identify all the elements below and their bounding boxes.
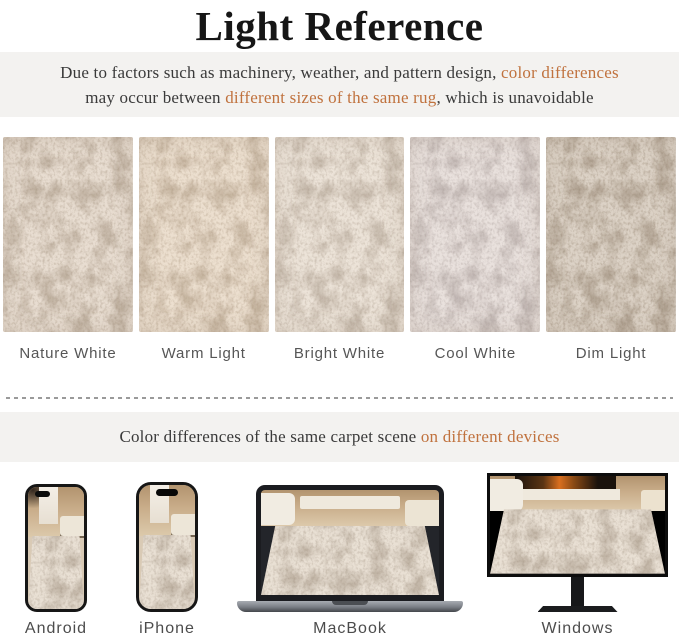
rug-swatch-dim-light	[546, 137, 676, 332]
light-swatch-row	[0, 137, 679, 332]
light-swatch-labels	[0, 345, 679, 363]
intro-line1-highlight: color differences	[501, 62, 619, 82]
device-banner-highlight: on different devices	[420, 427, 560, 446]
android-phone-frame	[25, 484, 87, 612]
ottoman-shape	[171, 514, 195, 534]
room-background	[261, 490, 439, 526]
swatch-vignette	[275, 137, 405, 332]
monitor-screen-scene	[490, 476, 665, 574]
android-phone-mockup	[24, 484, 88, 638]
swatch-label-cool-white: Cool White	[434, 345, 516, 362]
android-screen-scene	[28, 487, 84, 609]
rug-in-scene	[28, 536, 84, 609]
swatch-label-warm-light: Warm Light	[161, 345, 246, 362]
device-banner-text: Color differences of the same carpet scene	[119, 427, 421, 446]
ottoman-shape	[641, 490, 666, 510]
intro-line2-text: may occur between	[85, 87, 226, 107]
rug-in-scene	[261, 526, 439, 595]
windows-monitor-mockup	[487, 473, 668, 638]
swatch-label-dim-light: Dim Light	[575, 345, 647, 362]
macbook-screen	[256, 485, 444, 601]
iphone-mockup	[135, 482, 199, 638]
monitor-stand-pole	[571, 577, 584, 606]
rug-texture	[28, 536, 84, 609]
page-title: Light Reference	[195, 3, 484, 49]
iphone-frame	[136, 482, 198, 612]
bench-shape	[300, 496, 400, 509]
swatch-vignette	[410, 137, 540, 332]
rug-in-scene	[139, 535, 195, 609]
fireplace-shape	[515, 476, 617, 489]
intro-banner	[0, 52, 679, 117]
sofa-shape	[490, 479, 523, 511]
intro-line2-highlight: different sizes of the same rug	[225, 87, 437, 107]
dynamic-island-icon	[156, 489, 178, 496]
monitor-stand-base	[538, 606, 618, 612]
couch-shape	[405, 500, 439, 526]
punch-hole-camera-icon	[35, 491, 50, 497]
macbook-notch	[332, 601, 368, 605]
swatch-label-nature-white: Nature White	[19, 345, 117, 362]
dashed-divider	[6, 397, 673, 399]
monitor-screen	[487, 473, 668, 577]
sofa-shape	[261, 493, 295, 525]
rug-in-scene	[490, 509, 665, 574]
device-label-windows: Windows	[541, 620, 614, 637]
rug-swatch-bright-white	[275, 137, 405, 332]
rug-texture	[139, 535, 195, 609]
macbook-base	[237, 601, 463, 612]
rug-swatch-cool-white	[410, 137, 540, 332]
device-label-iphone: iPhone	[139, 620, 195, 637]
device-banner	[0, 412, 679, 462]
iphone-screen-scene	[139, 485, 195, 609]
rug-texture	[490, 509, 665, 574]
device-label-android: Android	[24, 620, 88, 637]
swatch-vignette	[139, 137, 269, 332]
intro-banner-line2	[0, 85, 679, 110]
rug-texture	[261, 526, 439, 595]
intro-banner-line1	[0, 60, 679, 85]
macbook-screen-scene	[261, 490, 439, 595]
intro-line1-text: Due to factors such as machinery, weather, and pattern design,	[60, 62, 502, 82]
rug-swatch-nature-white	[3, 137, 133, 332]
room-background	[490, 476, 665, 511]
swatch-vignette	[546, 137, 676, 332]
swatch-label-bright-white: Bright White	[293, 345, 386, 362]
rug-swatch-warm-light	[139, 137, 269, 332]
device-label-macbook: MacBook	[313, 620, 387, 637]
swatch-vignette	[3, 137, 133, 332]
device-comparison-row	[0, 476, 679, 639]
intro-line2-suffix: , which is unavoidable	[436, 87, 594, 107]
ottoman-shape	[60, 516, 84, 536]
bench-shape	[508, 489, 620, 500]
macbook-mockup	[237, 485, 463, 638]
